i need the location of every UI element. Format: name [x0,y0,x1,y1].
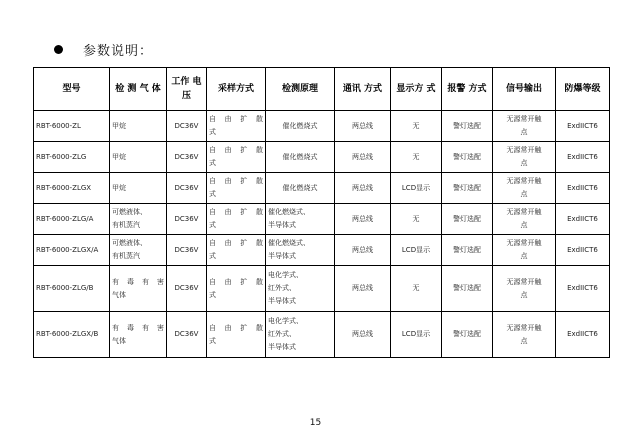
cell-explosion: ExdIICT6 [556,111,610,142]
cell-voltage: DC36V [167,173,207,204]
header-voltage: 工作 电压 [167,68,207,111]
cell-sampling: 自 由 扩 散 式 [207,204,266,235]
cell-voltage: DC36V [167,266,207,312]
header-display: 显示方 式 [391,68,442,111]
cell-voltage: DC36V [167,204,207,235]
table-row [34,312,610,358]
cell-alarm: 警灯选配 [442,111,493,142]
cell-explosion: ExdIICT6 [556,173,610,204]
cell-gas: 有 毒 有 害 气体 [110,266,167,312]
cell-output: 无源常开触 点 [493,312,556,358]
cell-output: 无源常开触 点 [493,142,556,173]
table-row [34,204,610,235]
cell-gas: 有 毒 有 害 气体 [110,312,167,358]
table-row [34,142,610,173]
cell-display: 无 [391,266,442,312]
cell-display: LCD显示 [391,235,442,266]
cell-display: LCD显示 [391,312,442,358]
cell-alarm: 警灯选配 [442,235,493,266]
cell-output: 无源常开触 点 [493,235,556,266]
cell-model: RBT-6000-ZLGX/B [34,312,110,358]
bullet-icon [54,45,63,54]
cell-display: 无 [391,142,442,173]
cell-explosion: ExdIICT6 [556,142,610,173]
cell-sampling: 自 由 扩 散 式 [207,111,266,142]
cell-model: RBT-6000-ZLG [34,142,110,173]
cell-comm: 两总线 [335,204,391,235]
cell-explosion: ExdIICT6 [556,204,610,235]
cell-explosion: ExdIICT6 [556,235,610,266]
header-model: 型号 [34,68,110,111]
cell-output: 无源常开触 点 [493,266,556,312]
cell-display: 无 [391,111,442,142]
cell-alarm: 警灯选配 [442,266,493,312]
table-header-row [34,68,610,111]
cell-principle: 催化燃烧式、 半导体式 [266,204,335,235]
table-row [34,266,610,312]
cell-principle: 电化学式、 红外式、 半导体式 [266,312,335,358]
cell-voltage: DC36V [167,111,207,142]
heading-text: 参数说明： [83,43,154,59]
cell-gas: 甲烷 [110,142,167,173]
header-explosion: 防爆等级 [556,68,610,111]
header-alarm: 报警 方式 [442,68,493,111]
cell-principle: 催化燃烧式、 半导体式 [266,235,335,266]
cell-comm: 两总线 [335,173,391,204]
cell-alarm: 警灯选配 [442,204,493,235]
cell-comm: 两总线 [335,142,391,173]
header-output: 信号输出 [493,68,556,111]
cell-sampling: 自 由 扩 散 式 [207,142,266,173]
cell-alarm: 警灯选配 [442,312,493,358]
cell-explosion: ExdIICT6 [556,266,610,312]
header-principle: 检测原理 [266,68,335,111]
header-gas: 检 测 气 体 [110,68,167,111]
cell-sampling: 自 由 扩 散 式 [207,173,266,204]
cell-voltage: DC36V [167,235,207,266]
cell-principle: 催化燃烧式 [266,142,335,173]
cell-comm: 两总线 [335,266,391,312]
table-row [34,173,610,204]
header-sampling: 采样方式 [207,68,266,111]
cell-comm: 两总线 [335,235,391,266]
cell-voltage: DC36V [167,142,207,173]
cell-alarm: 警灯选配 [442,142,493,173]
cell-comm: 两总线 [335,111,391,142]
cell-model: RBT-6000-ZL [34,111,110,142]
header-comm: 通讯 方式 [335,68,391,111]
cell-gas: 甲烷 [110,173,167,204]
cell-output: 无源常开触 点 [493,173,556,204]
cell-model: RBT-6000-ZLGX/A [34,235,110,266]
cell-sampling: 自 由 扩 散 式 [207,235,266,266]
section-heading [54,40,153,58]
cell-principle: 电化学式、 红外式、 半导体式 [266,266,335,312]
table-row [34,235,610,266]
cell-display: 无 [391,204,442,235]
cell-output: 无源常开触 点 [493,204,556,235]
cell-principle: 催化燃烧式 [266,173,335,204]
cell-output: 无源常开触 点 [493,111,556,142]
cell-model: RBT-6000-ZLG/A [34,204,110,235]
cell-gas: 可燃液体、 有机蒸汽 [110,235,167,266]
cell-principle: 催化燃烧式 [266,111,335,142]
cell-gas: 甲烷 [110,111,167,142]
cell-model: RBT-6000-ZLG/B [34,266,110,312]
cell-sampling: 自 由 扩 散 式 [207,312,266,358]
cell-gas: 可燃液体、 有机蒸汽 [110,204,167,235]
cell-display: LCD显示 [391,173,442,204]
cell-voltage: DC36V [167,312,207,358]
cell-explosion: ExdIICT6 [556,312,610,358]
cell-model: RBT-6000-ZLGX [34,173,110,204]
cell-alarm: 警灯选配 [442,173,493,204]
parameter-table [33,67,610,358]
cell-sampling: 自 由 扩 散 式 [207,266,266,312]
cell-comm: 两总线 [335,312,391,358]
page-number: 15 [309,418,322,428]
table-row [34,111,610,142]
